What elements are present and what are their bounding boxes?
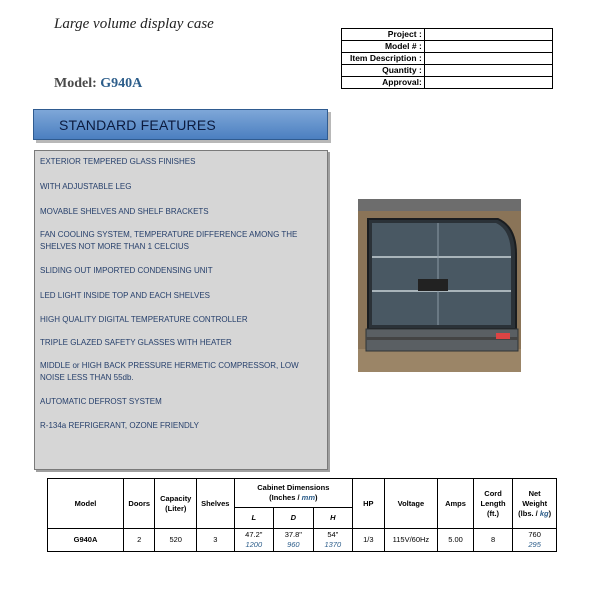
project-label: Project : xyxy=(342,29,425,41)
project-value xyxy=(424,29,552,41)
col-shelves: Shelves xyxy=(197,479,235,529)
standard-features-heading xyxy=(33,109,328,140)
dims-line2-unit: mm xyxy=(301,493,315,502)
item-description-label: Item Description : xyxy=(342,53,425,65)
spec-header-row-1 xyxy=(48,479,557,508)
l-inches: 47.2" xyxy=(245,530,263,539)
weight-line3-pre: (lbs. / xyxy=(518,508,540,518)
col-voltage: Voltage xyxy=(384,479,438,529)
cord-line3: (ft.) xyxy=(486,508,500,518)
project-info-table xyxy=(341,28,553,89)
feature-item: EXTERIOR TEMPERED GLASS FINISHES xyxy=(40,157,196,166)
cell-dim-h xyxy=(313,529,353,552)
model-heading xyxy=(54,76,142,92)
weight-kg: 295 xyxy=(528,540,541,549)
weight-line2: Weight xyxy=(522,498,548,508)
capacity-line2: (Liter) xyxy=(165,503,187,513)
col-capacity xyxy=(155,479,197,529)
l-mm: 1200 xyxy=(245,540,263,549)
features-panel xyxy=(34,150,328,470)
document-subtitle: Large volume display case xyxy=(54,16,214,32)
cell-cord: 8 xyxy=(473,529,513,552)
spec-data-row xyxy=(48,529,557,552)
feature-item: TRIPLE GLAZED SAFETY GLASSES WITH HEATER xyxy=(40,338,232,347)
col-dim-d: D xyxy=(274,508,314,529)
cell-hp: 1/3 xyxy=(353,529,384,552)
cord-line2: Length xyxy=(480,498,506,508)
cell-voltage: 115V/60Hz xyxy=(384,529,438,552)
weight-line3-unit: kg xyxy=(539,508,549,518)
cell-doors: 2 xyxy=(124,529,155,552)
cord-line1: Cord xyxy=(484,488,502,498)
weight-lbs: 760 xyxy=(528,530,541,539)
col-doors: Doors xyxy=(124,479,155,529)
col-amps: Amps xyxy=(438,479,473,529)
feature-item: MOVABLE SHELVES AND SHELF BRACKETS xyxy=(40,207,209,216)
weight-line3-post: ) xyxy=(548,508,552,518)
model-number-value xyxy=(424,41,552,53)
cell-capacity: 520 xyxy=(155,529,197,552)
feature-item: R-134a REFRIGERANT, OZONE FRIENDLY xyxy=(40,421,199,430)
display-case-photo xyxy=(358,199,521,372)
cell-weight xyxy=(513,529,557,552)
model-value: G940A xyxy=(100,76,143,91)
approval-row xyxy=(342,77,553,89)
feature-item: HIGH QUALITY DIGITAL TEMPERATURE CONTROLLER xyxy=(40,315,248,324)
model-number-label: Model # : xyxy=(342,41,425,53)
col-cabinet-dimensions xyxy=(234,479,353,508)
project-row xyxy=(342,29,553,41)
feature-item: MIDDLE or HIGH BACK PRESSURE HERMETIC COMPRESSOR, LOW NOISE LESS THAN 55db. xyxy=(40,361,299,382)
capacity-line1: Capacity xyxy=(160,493,192,503)
standard-features-title: STANDARD FEATURES xyxy=(59,117,216,133)
dims-line2-post: ) xyxy=(315,493,318,502)
cell-model: G940A xyxy=(48,529,124,552)
cell-amps: 5.00 xyxy=(438,529,473,552)
d-mm: 960 xyxy=(287,540,300,549)
quantity-value xyxy=(424,65,552,77)
dims-line1: Cabinet Dimensions xyxy=(257,483,330,492)
col-hp: HP xyxy=(353,479,384,529)
model-label: Model: xyxy=(54,76,97,91)
item-description-value xyxy=(424,53,552,65)
quantity-row xyxy=(342,65,553,77)
feature-item: WITH ADJUSTABLE LEG xyxy=(40,182,132,191)
feature-item: AUTOMATIC DEFROST SYSTEM xyxy=(40,397,162,406)
feature-item: FAN COOLING SYSTEM, TEMPERATURE DIFFERENCE AMONG THE SHELVES NOT MORE THAN 1 CELCIUS xyxy=(40,230,298,251)
quantity-label: Quantity : xyxy=(342,65,425,77)
col-cord-length xyxy=(473,479,513,529)
h-inches: 54" xyxy=(327,530,339,539)
approval-label: Approval: xyxy=(342,77,425,89)
cell-shelves: 3 xyxy=(197,529,235,552)
cell-dim-d xyxy=(274,529,314,552)
model-number-row xyxy=(342,41,553,53)
feature-item: LED LIGHT INSIDE TOP AND EACH SHELVES xyxy=(40,291,210,300)
d-inches: 37.8" xyxy=(284,530,302,539)
specifications-table xyxy=(47,478,557,552)
dims-line2-pre: (Inches / xyxy=(269,493,302,502)
col-net-weight xyxy=(513,479,557,529)
weight-line1: Net xyxy=(528,488,541,498)
col-dim-h: H xyxy=(313,508,353,529)
col-model: Model xyxy=(48,479,124,529)
cell-dim-l xyxy=(234,529,274,552)
feature-item: SLIDING OUT IMPORTED CONDENSING UNIT xyxy=(40,266,213,275)
item-description-row xyxy=(342,53,553,65)
col-dim-l: L xyxy=(234,508,274,529)
approval-value xyxy=(424,77,552,89)
h-mm: 1370 xyxy=(324,540,342,549)
